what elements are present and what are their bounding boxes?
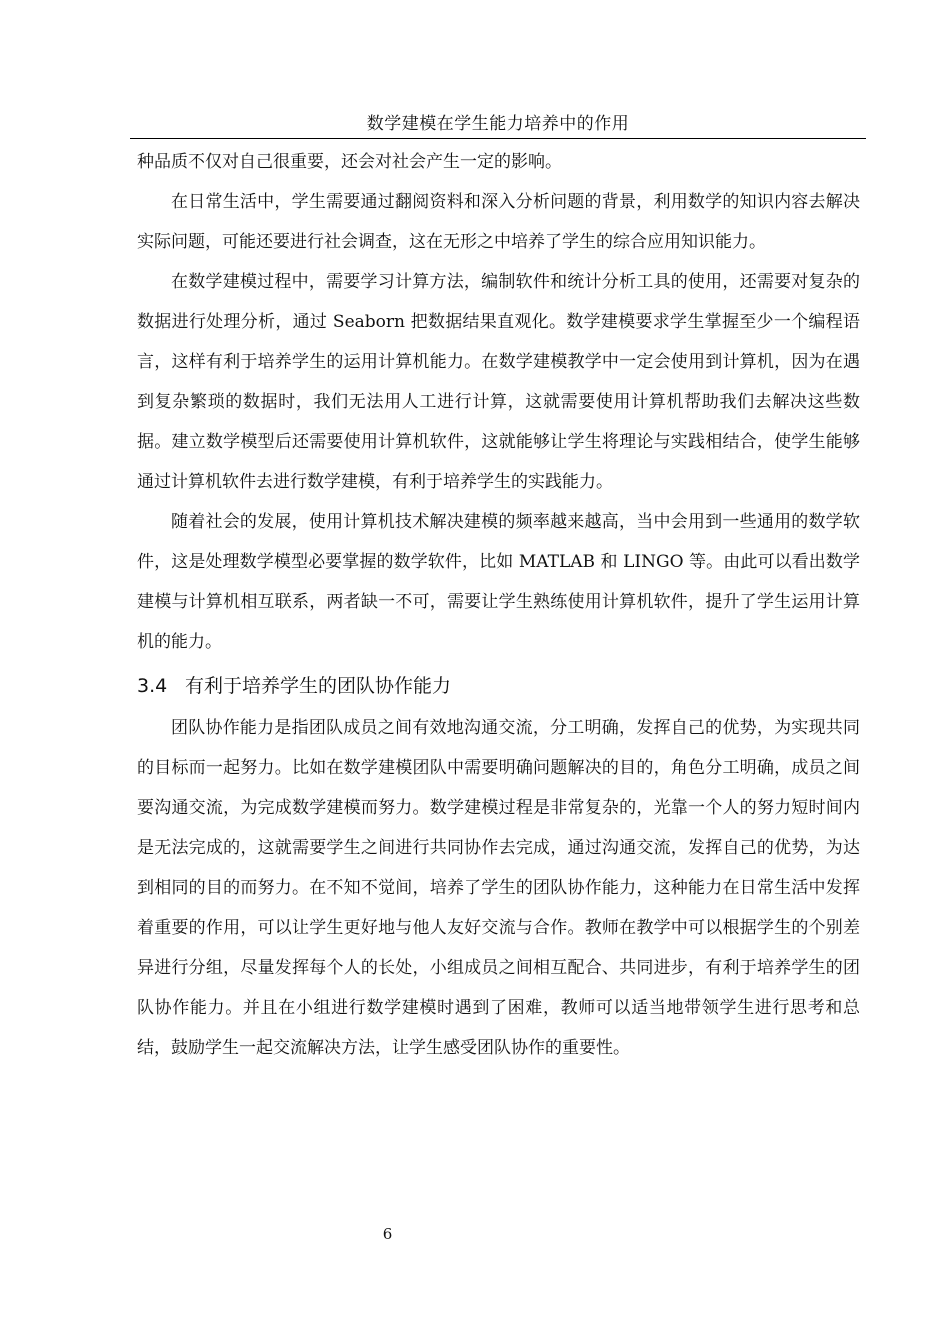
paragraph-computer-skills: 在数学建模过程中，需要学习计算方法，编制软件和统计分析工具的使用，还需要对复杂的数据进行处理分析，通过 Seaborn 把数据结果直观化。数学建模要求学生掌握至少一个编程语言，这样有利于培养学生的运用计算机能力。在数学建模教学中一定会使用到计算机，因为在遇到复杂繁琐的数据时，我们无法用人工进行计算，这就需要使用计算机帮助我们去解决这些数据。建立数学模型后还需要使用计算机软件，这就能够让学生将理论与实践相结合，使学生能够通过计算机软件去进行数学建模，有利于培养学生的实践能力。 (137, 272, 860, 492)
paragraph-continuation: 种品质不仅对自己很重要，还会对社会产生一定的影响。 (137, 152, 562, 172)
section-number: 3.4 (137, 675, 168, 697)
page-number: 6 (382, 1225, 393, 1243)
paragraph-comprehensive-application: 在日常生活中，学生需要通过翻阅资料和深入分析问题的背景，利用数学的知识内容去解决实际问题，可能还要进行社会调查，这在无形之中培养了学生的综合应用知识能力。 (137, 192, 860, 252)
paragraph-teamwork: 团队协作能力是指团队成员之间有效地沟通交流，分工明确，发挥自己的优势，为实现共同的目标而一起努力。比如在数学建模团队中需要明确问题解决的目的，角色分工明确，成员之间要沟通交流，为完成数学建模而努力。数学建模过程是非常复杂的，光靠一个人的努力短时间内是无法完成的，这就需要学生之间进行共同协作去完成，通过沟通交流，发挥自己的优势，为达到相同的目的而努力。在不知不觉间，培养了学生的团队协作能力，这种能力在日常生活中发挥着重要的作用，可以让学生更好地与他人友好交流与合作。教师在教学中可以根据学生的个别差异进行分组，尽量发挥每个人的长处，小组成员之间相互配合、共同进步，有利于培养学生的团队协作能力。并且在小组进行数学建模时遇到了困难，教师可以适当地带领学生进行思考和总结，鼓励学生一起交流解决方法，让学生感受团队协作的重要性。 (137, 718, 860, 1058)
header-rule (130, 138, 866, 139)
running-header: 数学建模在学生能力培养中的作用 (366, 114, 630, 134)
section-title: 有利于培养学生的团队协作能力 (185, 675, 452, 697)
body-text (137, 142, 860, 1068)
section-heading (137, 664, 860, 708)
paragraph-math-software: 随着社会的发展，使用计算机技术解决建模的频率越来越高，当中会用到一些通用的数学软件，这是处理数学模型必要掌握的数学软件，比如 MATLAB 和 LINGO 等。由此可以看出数学建模与计算机相互联系，两者缺一不可，需要让学生熟练使用计算机软件，提升了学生运用计算机的能力。 (137, 512, 860, 652)
